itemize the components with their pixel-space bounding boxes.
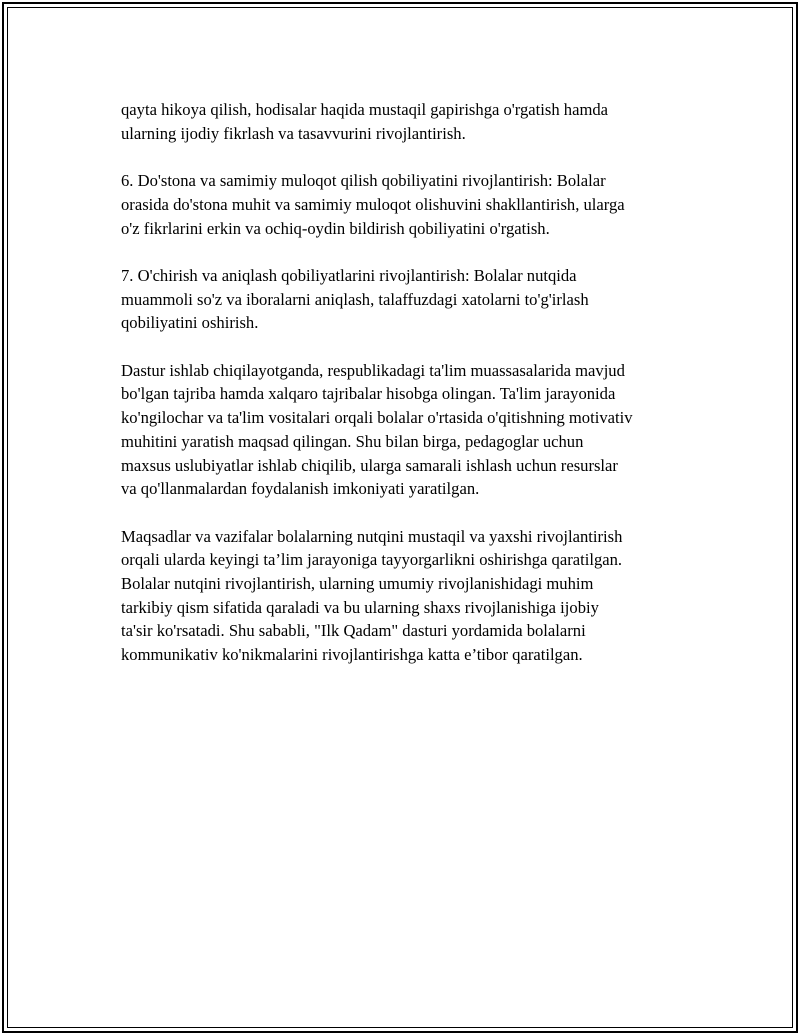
paragraph-goals bbox=[121, 525, 711, 667]
text-line: orasida do'stona muhit va samimiy muloqot olishuvini shakllantirish, ularga bbox=[121, 194, 625, 214]
text-line: muammoli so'z va iboralarni aniqlash, talaffuzdagi xatolarni to'g'irlash bbox=[121, 289, 589, 309]
paragraph-program-development bbox=[121, 359, 711, 501]
text-line: ko'ngilochar va ta'lim vositalari orqali bolalar o'rtasida o'qitishning motivativ bbox=[121, 408, 633, 428]
paragraph-continuation bbox=[121, 98, 711, 145]
text-line: va qo'llanmalardan foydalanish imkoniyati yaratilgan. bbox=[121, 479, 480, 499]
text-line: orqali ularda keyingi ta’lim jarayoniga tayyorgarlikni oshirishga qaratilgan. bbox=[121, 550, 623, 570]
page-border bbox=[2, 2, 798, 1033]
text-line: Dastur ishlab chiqilayotganda, respublikadagi ta'lim muassasalarida mavjud bbox=[121, 360, 625, 380]
text-line: muhitini yaratish maqsad qilingan. Shu bilan birga, pedagoglar uchun bbox=[121, 431, 584, 451]
text-line: maxsus uslubiyatlar ishlab chiqilib, ularga samarali ishlash uchun resurslar bbox=[121, 455, 618, 475]
text-line: Bolalar nutqini rivojlantirish, ularning umumiy rivojlanishidagi muhim bbox=[121, 574, 594, 593]
text-line: qayta hikoya qilish, hodisalar haqida mustaqil gapirishga o'rgatish hamda bbox=[121, 100, 609, 119]
text-line: kommunikativ ko'nikmalarini rivojlantirishga katta e’tibor qaratilgan. bbox=[121, 645, 583, 665]
text-line: ta'sir ko'rsatadi. Shu sababli, "Ilk Qadam" dasturi yordamida bolalarni bbox=[121, 621, 586, 641]
text-line: 6. Do'stona va samimiy muloqot qilish qobiliyatini rivojlantirish: Bolalar bbox=[121, 171, 606, 191]
document-body bbox=[121, 98, 711, 691]
text-line: bo'lgan tajriba hamda xalqaro tajribalar hisobga olingan. Ta'lim jarayonida bbox=[121, 384, 616, 404]
text-line: tarkibiy qism sifatida qaraladi va bu ularning shaxs rivojlanishiga ijobiy bbox=[121, 597, 599, 617]
paragraph-item-7 bbox=[121, 264, 711, 335]
text-line: 7. O'chirish va aniqlash qobiliyatlarini rivojlantirish: Bolalar nutqida bbox=[121, 265, 577, 285]
text-line: Maqsadlar va vazifalar bolalarning nutqini mustaqil va yaxshi rivojlantirish bbox=[121, 526, 623, 546]
paragraph-item-6 bbox=[121, 169, 711, 240]
text-line: ularning ijodiy fikrlash va tasavvurini rivojlantirish. bbox=[121, 123, 466, 143]
text-line: qobiliyatini oshirish. bbox=[121, 313, 259, 333]
text-line: o'z fikrlarini erkin va ochiq-oydin bildirish qobiliyatini o'rgatish. bbox=[121, 218, 550, 238]
